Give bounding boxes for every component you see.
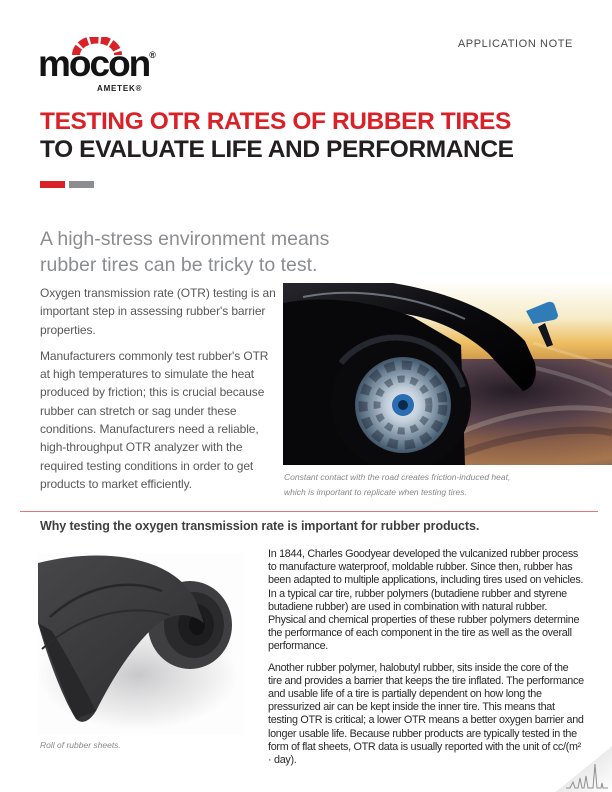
intro-paragraph: Manufacturers commonly test rubber's OTR at high temperatures to simulate the heat produced by friction; this is crucial because rubber can stretch or sag under these conditions. Manufacturers need a reliable, high-throughput OTR analyzer with the required testing conditions in order to get products to market efficiently. [40, 348, 269, 491]
section-paragraph: In 1844, Charles Goodyear developed the vulcanized rubber process to manufacture waterproof, moldable rubber. Since then, rubber has been adapted to multiple applications, including tires used on vehicles. In a typical car tire, rubber polymers (butadiene rubber and styrene butadiene rubber) are used in combination with natural rubber. Physical and chemical properties of these rubber polymers determine the performance of each component in the tire as well as the overall performance. [268, 548, 584, 653]
hero-caption-line: Constant contact with the road creates friction-induced heat, [284, 472, 511, 482]
rubber-caption: Roll of rubber sheets. [40, 740, 121, 750]
section-paragraph: Another rubber polymer, halobutyl rubber, sits inside the core of the tire and provides a barrier that keeps the tire inflated. The performance and usable life of a tire is partially dependent on how long the pressurized air can be kept inside the inner tire. This means that testing OTR is critical; a lower OTR means a better oxygen barrier and longer usable life. Because rubber products are typically tested in the form of flat sheets, OTR data is usually reported with the unit of cc/(m² · day). [268, 661, 584, 767]
subtitle-line: A high-stress environment means [40, 228, 330, 250]
car-wheel-illustration [283, 283, 612, 465]
page-title [40, 108, 514, 164]
intro-subtitle [40, 226, 329, 278]
intro-paragraph: Oxygen transmission rate (OTR) testing is an important step in assessing rubber's barrier properties. [40, 286, 276, 337]
section-divider-rule [20, 511, 598, 512]
rubber-roll-illustration [38, 553, 245, 735]
hero-image-speeding-car [283, 283, 612, 465]
section-heading: Why testing the oxygen transmission rate is important for rubber products. [40, 519, 480, 533]
section-paragraphs [268, 548, 584, 775]
intro-paragraphs [40, 284, 276, 501]
title-line-1: TESTING OTR RATES OF RUBBER TIRES [40, 108, 511, 135]
red-dash [40, 181, 65, 188]
gray-dash [69, 181, 94, 188]
title-line-2: TO EVALUATE LIFE AND PERFORMANCE [40, 136, 514, 163]
mocon-wordmark: mocon® [38, 43, 156, 84]
chromatogram-corner-icon [554, 745, 612, 792]
application-note-label: APPLICATION NOTE [457, 38, 573, 50]
rubber-sheet-image [38, 553, 245, 735]
ametek-wordmark: AMETEK® [97, 84, 143, 93]
hero-caption [284, 470, 510, 499]
mocon-logo [40, 36, 190, 92]
subtitle-line: rubber tires can be tricky to test. [40, 254, 318, 276]
hero-caption-line: which is important to replicate when testing tires. [284, 486, 467, 497]
